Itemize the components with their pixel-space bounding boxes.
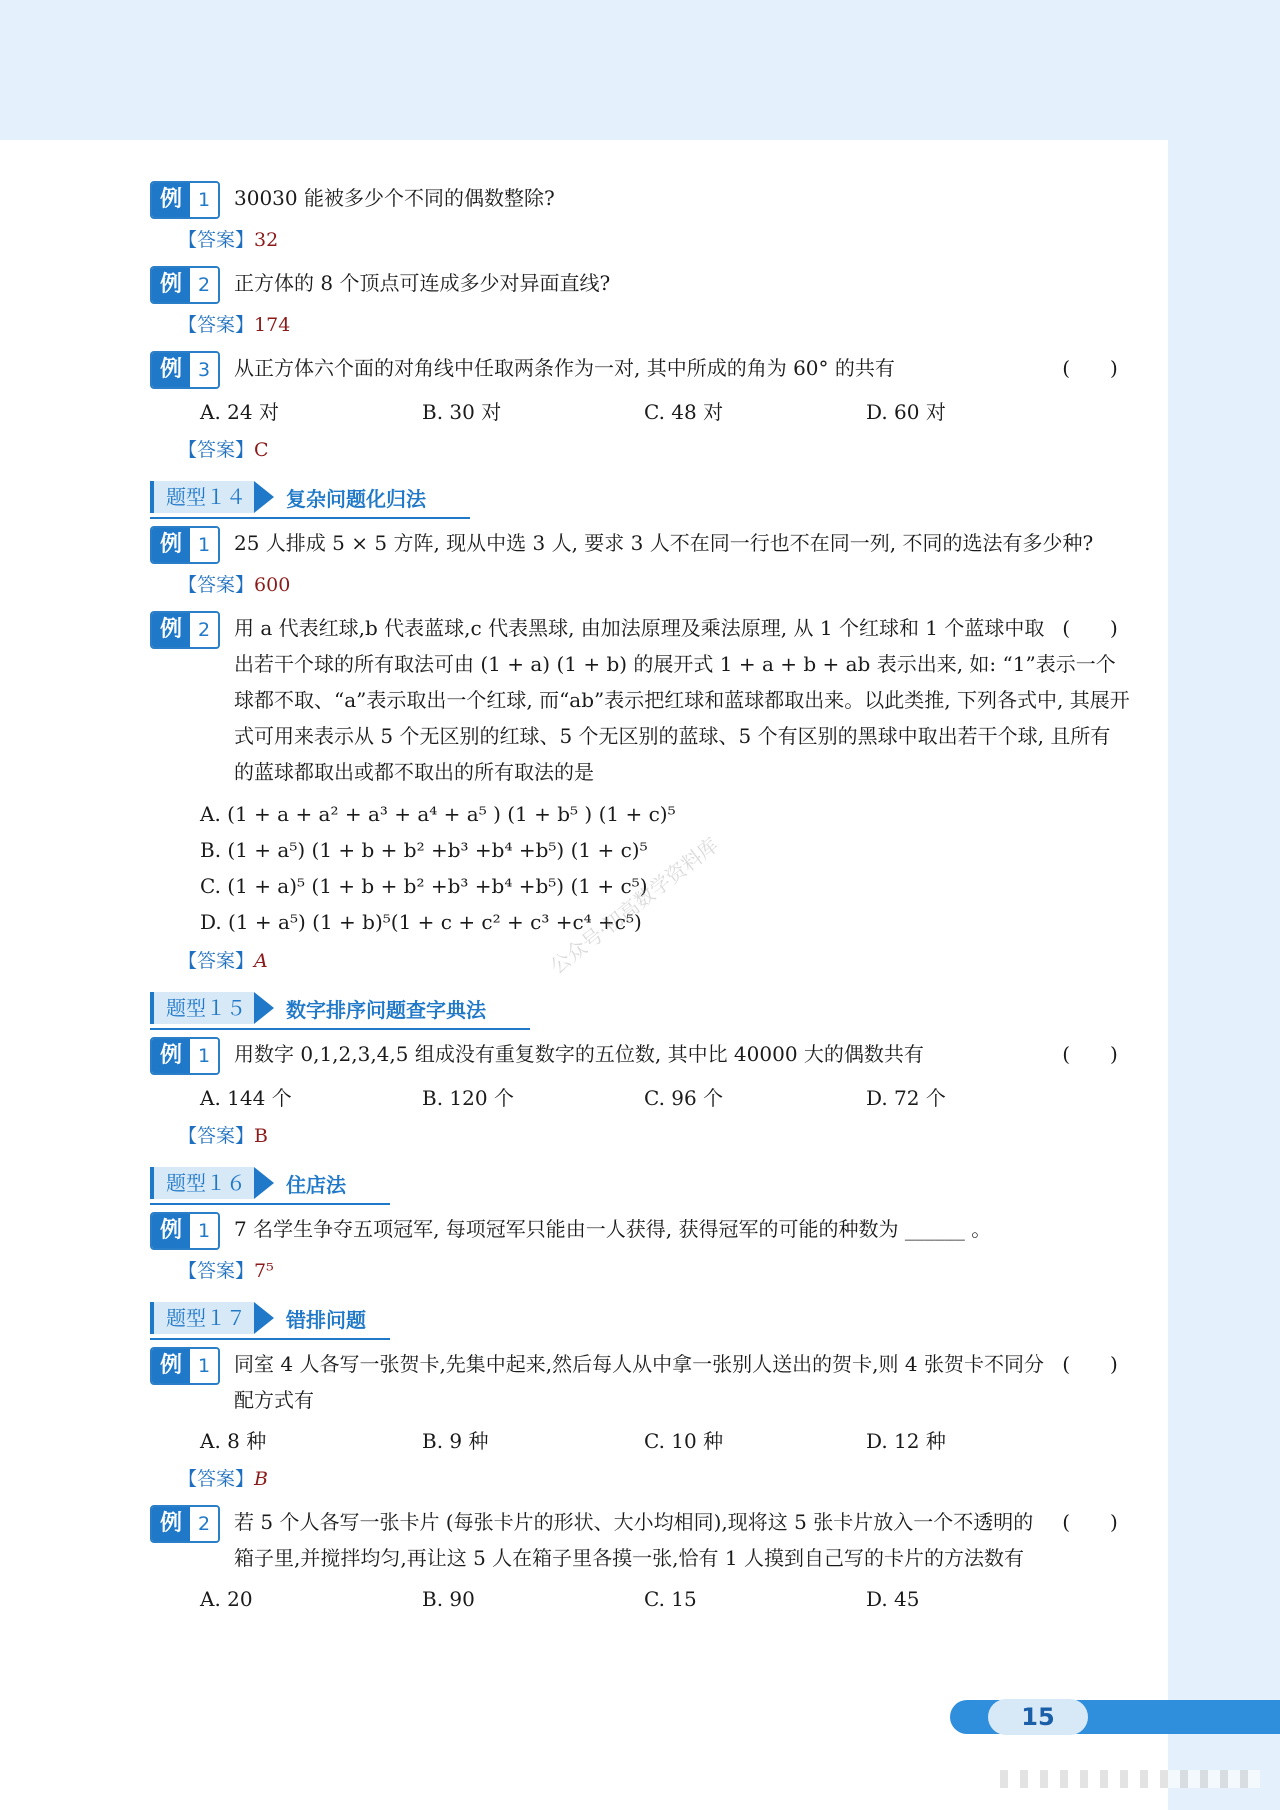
option-item: C. 96 个 [644, 1086, 724, 1110]
answer-paren: ( ) [1062, 616, 1118, 640]
example-badge [150, 611, 220, 649]
answer-paren: ( ) [1062, 1352, 1118, 1376]
example-number: 3 [190, 353, 218, 387]
question-text [234, 1504, 1130, 1576]
example-label: 例 [152, 1214, 190, 1248]
answer-line [178, 225, 1130, 255]
section-underline [150, 1203, 390, 1205]
option-row [200, 1081, 1130, 1115]
watermark: 公众号·初高数学资料库 [545, 832, 723, 979]
question-text [234, 610, 1130, 790]
section-title: 错排问题 [286, 1307, 366, 1332]
example-badge [150, 181, 220, 219]
example-block [150, 265, 1130, 304]
answer-value: 174 [254, 314, 291, 336]
option-item: C. 48 对 [644, 400, 724, 424]
answer-value: 32 [254, 229, 279, 251]
example-label: 例 [152, 268, 190, 302]
option-item: C. (1 + a)⁵ (1 + b + b² +b³ +b⁴ +b⁵) (1 + c⁵) [200, 874, 648, 898]
option-item: A. 20 [200, 1587, 253, 1611]
answer-line [178, 1121, 1130, 1151]
section-label: 题型１５ [150, 992, 254, 1024]
example-label: 例 [152, 1039, 190, 1073]
section-arrow-icon [254, 481, 274, 513]
section-title: 数字排序问题查字典法 [286, 997, 486, 1022]
answer-label: 【答案】 [178, 574, 255, 596]
question-body: 正方体的 8 个顶点可连成多少对异面直线? [234, 271, 611, 295]
option-item: A. 24 对 [200, 400, 279, 424]
example-label: 例 [152, 528, 190, 562]
page-number: 15 [988, 1699, 1088, 1735]
question-body: 同室 4 人各写一张贺卡,先集中起来,然后每人从中拿一张别人送出的贺卡,则 4 张贺卡不同分配方式有 [234, 1352, 1044, 1412]
bottom-decoration [1000, 1770, 1260, 1788]
example-number: 2 [190, 1507, 218, 1541]
example-label: 例 [152, 613, 190, 647]
answer-line [178, 435, 1130, 465]
answer-label: 【答案】 [178, 1125, 255, 1147]
answer-value: 600 [254, 574, 291, 596]
question-body: 若 5 个人各写一张卡片 (每张卡片的形状、大小均相同),现将这 5 张卡片放入一个不透明的箱子里,并搅拌均匀,再让这 5 人在箱子里各摸一张,恰有 1 人摸到自己写的卡片的方法数有 [234, 1510, 1034, 1570]
section-header [150, 479, 1130, 515]
option-item: B. 90 [422, 1587, 475, 1611]
example-block [150, 1504, 1130, 1576]
example-block [150, 1346, 1130, 1418]
answer-value: C [254, 439, 269, 461]
example-badge [150, 1505, 220, 1543]
answer-line [178, 310, 1130, 340]
option-item: D. 60 对 [866, 400, 946, 424]
answer-value: A [254, 950, 268, 972]
option-item: B. 9 种 [422, 1429, 489, 1453]
example-badge [150, 1347, 220, 1385]
section-underline [150, 517, 470, 519]
answer-label: 【答案】 [178, 439, 255, 461]
question-text [234, 1036, 1130, 1072]
example-block [150, 525, 1130, 564]
option-item: C. 15 [644, 1587, 697, 1611]
option-item: D. 45 [866, 1587, 920, 1611]
answer-label: 【答案】 [178, 1260, 255, 1282]
question-body: 25 人排成 5 × 5 方阵, 现从中选 3 人, 要求 3 人不在同一行也不在同一列, 不同的选法有多少种? [234, 531, 1094, 555]
example-label: 例 [152, 1349, 190, 1383]
answer-label: 【答案】 [178, 1468, 255, 1490]
option-row [200, 1424, 1130, 1458]
example-number: 1 [190, 1349, 218, 1383]
example-badge [150, 1212, 220, 1250]
option-item: A. 8 种 [200, 1429, 267, 1453]
right-margin-band [1168, 0, 1280, 1810]
option-item: B. 120 个 [422, 1086, 514, 1110]
option-row [200, 395, 1130, 429]
question-body: 从正方体六个面的对角线中任取两条作为一对, 其中所成的角为 60° 的共有 [234, 356, 895, 380]
example-badge [150, 526, 220, 564]
answer-line [178, 570, 1130, 600]
example-badge [150, 1037, 220, 1075]
example-label: 例 [152, 1507, 190, 1541]
option-item: D. 72 个 [866, 1086, 946, 1110]
section-arrow-icon [254, 992, 274, 1024]
answer-line [178, 1464, 1130, 1494]
option-item: A. 144 个 [200, 1086, 292, 1110]
example-badge [150, 351, 220, 389]
example-badge [150, 266, 220, 304]
option-item: B. 30 对 [422, 400, 502, 424]
example-number: 1 [190, 528, 218, 562]
section-arrow-icon [254, 1167, 274, 1199]
example-number: 2 [190, 268, 218, 302]
section-title: 住店法 [286, 1172, 346, 1197]
option-item: C. 10 种 [644, 1429, 724, 1453]
question-body: 用 a 代表红球,b 代表蓝球,c 代表黑球, 由加法原理及乘法原理, 从 1 个红球和 1 个蓝球中取出若干个球的所有取法可由 (1 + a) (1 + b) 的展开式 1 + a + b + ab 表示出来, 如: “1”表示一个球都不取、“a”表示取出一个红球, 而“ab”表示把红球和蓝球都取出来。以此类推, 下列各式中, 其展开式可用来表示从 5 个无区别的红球、5 个无区别的蓝球、5 个有区别的黑球中取出若干个球, 且所有的蓝球都取出或都不取出的所有取法的是 [234, 616, 1130, 784]
option-item: B. (1 + a⁵) (1 + b + b² +b³ +b⁴ +b⁵) (1 + c)⁵ [200, 838, 648, 862]
section-label: 题型１４ [150, 481, 254, 513]
section-label: 题型１６ [150, 1167, 254, 1199]
answer-label: 【答案】 [178, 229, 255, 251]
example-number: 2 [190, 613, 218, 647]
question-text [234, 180, 1130, 216]
option-item: D. (1 + a⁵) (1 + b)⁵(1 + c + c² + c³ +c⁴ +c⁵) [200, 910, 642, 934]
example-block [150, 1211, 1130, 1250]
question-text [234, 1346, 1130, 1418]
section-underline [150, 1338, 390, 1340]
answer-paren: ( ) [1062, 1042, 1118, 1066]
question-body: 7 名学生争夺五项冠军, 每项冠军只能由一人获得, 获得冠军的可能的种数为 ______ 。 [234, 1217, 992, 1241]
answer-label: 【答案】 [178, 950, 255, 972]
answer-paren: ( ) [1062, 1510, 1118, 1534]
example-number: 1 [190, 1214, 218, 1248]
question-text [234, 1211, 1130, 1247]
answer-value: B [254, 1468, 268, 1490]
section-underline [150, 1028, 530, 1030]
question-text [234, 525, 1130, 561]
question-text [234, 265, 1130, 301]
example-block [150, 1036, 1130, 1075]
answer-line [178, 946, 1130, 976]
question-text [234, 350, 1130, 386]
example-label: 例 [152, 183, 190, 217]
answer-label: 【答案】 [178, 314, 255, 336]
question-body: 用数字 0,1,2,3,4,5 组成没有重复数字的五位数, 其中比 40000 大的偶数共有 [234, 1042, 924, 1066]
example-number: 1 [190, 1039, 218, 1073]
example-block [150, 350, 1130, 389]
section-label: 题型１７ [150, 1302, 254, 1334]
option-item: D. 12 种 [866, 1429, 946, 1453]
section-header [150, 990, 1130, 1026]
example-label: 例 [152, 353, 190, 387]
answer-paren: ( ) [1062, 356, 1118, 380]
option-row [200, 1582, 1130, 1616]
header-band [0, 0, 1280, 140]
option-item: A. (1 + a + a² + a³ + a⁴ + a⁵ ) (1 + b⁵ ) (1 + c)⁵ [200, 802, 676, 826]
question-body: 30030 能被多少个不同的偶数整除? [234, 186, 555, 210]
section-header [150, 1300, 1130, 1336]
answer-value: 7⁵ [254, 1260, 274, 1282]
section-arrow-icon [254, 1302, 274, 1334]
answer-value: B [254, 1125, 268, 1147]
section-title: 复杂问题化归法 [286, 486, 426, 511]
answer-line [178, 1256, 1130, 1286]
example-block [150, 180, 1130, 219]
example-block [150, 610, 1130, 790]
section-header [150, 1165, 1130, 1201]
example-number: 1 [190, 183, 218, 217]
